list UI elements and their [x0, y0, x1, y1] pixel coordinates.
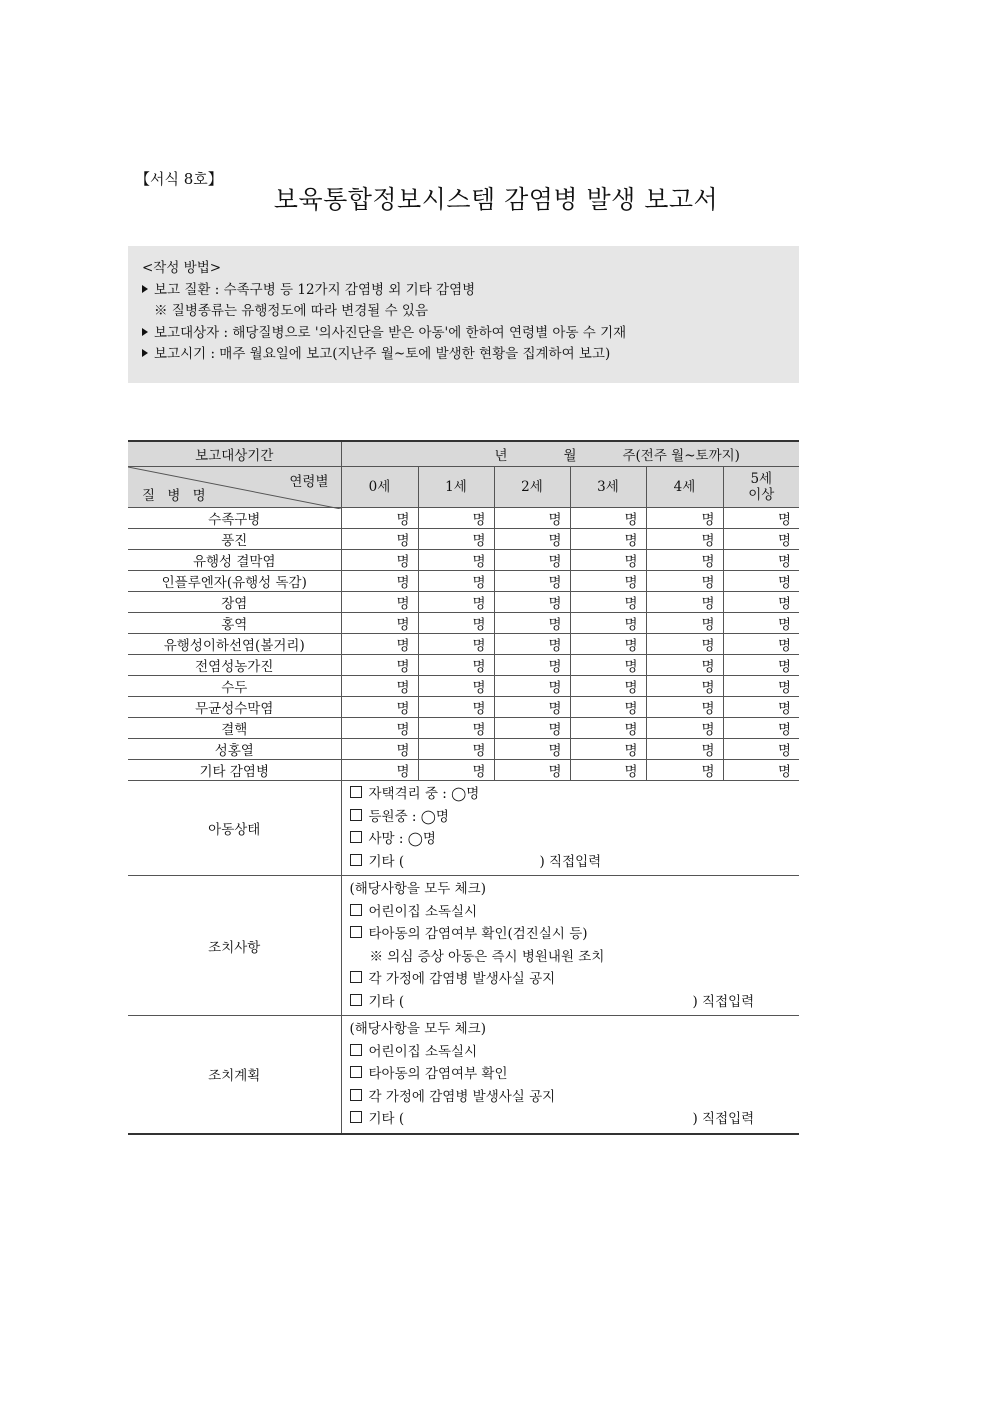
count-cell[interactable]: 명: [494, 655, 570, 676]
count-cell[interactable]: 명: [723, 760, 799, 781]
count-cell[interactable]: 명: [494, 634, 570, 655]
age-5plus-header: [723, 467, 799, 508]
count-cell[interactable]: 명: [646, 697, 723, 718]
count-cell[interactable]: 명: [570, 592, 646, 613]
count-cell[interactable]: 명: [570, 571, 646, 592]
checkbox[interactable]: [350, 831, 362, 843]
count-cell[interactable]: 명: [494, 550, 570, 571]
count-cell[interactable]: 명: [570, 718, 646, 739]
count-cell[interactable]: 명: [494, 571, 570, 592]
age-5plus-line2: 이상: [748, 487, 775, 503]
checkbox[interactable]: [350, 1066, 362, 1078]
child-status-options: [341, 781, 799, 876]
count-cell[interactable]: 명: [646, 592, 723, 613]
count-cell[interactable]: 명: [341, 676, 418, 697]
form-number: 【서식 8호】: [135, 170, 223, 188]
checkbox-option-other[interactable]: [350, 851, 792, 874]
table-row: [128, 550, 799, 571]
checkbox[interactable]: [350, 1111, 362, 1123]
checkbox-option[interactable]: [350, 923, 792, 946]
disease-name: 유행성 결막염: [128, 550, 341, 571]
checkbox-option-other[interactable]: [350, 1108, 792, 1131]
count-cell[interactable]: 명: [418, 739, 494, 760]
count-cell[interactable]: 명: [570, 760, 646, 781]
instruction-text: 보고시기 : 매주 월요일에 보고(지난주 월~토에 발생한 현황을 집계하여 보고): [154, 346, 611, 362]
count-cell[interactable]: 명: [418, 529, 494, 550]
option-label: 기타 (: [368, 853, 405, 870]
instruction-text: (해당사항을 모두 체크): [349, 881, 486, 897]
count-cell[interactable]: 명: [723, 697, 799, 718]
age-3-header: 3세: [570, 467, 646, 508]
count-cell[interactable]: 명: [418, 592, 494, 613]
count-cell[interactable]: 명: [341, 718, 418, 739]
checkbox[interactable]: [350, 1089, 362, 1101]
count-cell[interactable]: 명: [418, 634, 494, 655]
count-cell[interactable]: 명: [570, 613, 646, 634]
count-cell[interactable]: 명: [570, 739, 646, 760]
count-cell[interactable]: 명: [570, 529, 646, 550]
option-label: 사망 : ◯명: [368, 831, 436, 847]
count-cell[interactable]: 명: [494, 697, 570, 718]
instruction-line: [142, 344, 785, 366]
count-cell[interactable]: 명: [646, 739, 723, 760]
age-header: 연령별: [289, 474, 329, 490]
instructions-heading: <작성 방법>: [142, 260, 222, 276]
disease-name: 홍역: [128, 613, 341, 634]
checkbox[interactable]: [350, 926, 362, 938]
count-cell[interactable]: 명: [646, 550, 723, 571]
count-cell[interactable]: 명: [341, 550, 418, 571]
option-label: 기타 (: [368, 993, 405, 1010]
count-cell[interactable]: 명: [723, 529, 799, 550]
triangle-bullet-icon: [142, 285, 148, 293]
count-cell[interactable]: 명: [570, 655, 646, 676]
disease-name: 성홍열: [128, 739, 341, 760]
checkbox[interactable]: [350, 971, 362, 983]
count-cell[interactable]: 명: [341, 697, 418, 718]
option-label: 각 가정에 감염병 발생사실 공지: [368, 971, 556, 987]
checkbox-option[interactable]: [350, 806, 792, 829]
count-cell[interactable]: 명: [723, 550, 799, 571]
count-cell[interactable]: 명: [570, 697, 646, 718]
checkbox[interactable]: [350, 854, 362, 866]
count-cell[interactable]: 명: [341, 760, 418, 781]
disease-name: 장염: [128, 592, 341, 613]
count-cell[interactable]: 명: [341, 655, 418, 676]
table-row: [128, 508, 799, 529]
count-cell[interactable]: 명: [418, 571, 494, 592]
age-2-header: 2세: [494, 467, 570, 508]
count-cell[interactable]: 명: [494, 508, 570, 529]
count-cell[interactable]: 명: [723, 571, 799, 592]
period-input[interactable]: [341, 441, 799, 467]
count-cell[interactable]: 명: [646, 634, 723, 655]
instruction-text: 보고대상자 : 해당질병으로 '의사진단을 받은 아동'에 한하여 연령별 아동 수 기재: [154, 324, 627, 341]
age-0-header: 0세: [341, 467, 418, 508]
count-cell[interactable]: 명: [494, 760, 570, 781]
table-row: [128, 634, 799, 655]
table-row: [128, 613, 799, 634]
checkbox[interactable]: [350, 809, 362, 821]
report-table: [128, 440, 799, 1135]
checkbox[interactable]: [350, 904, 362, 916]
disease-name: 유행성이하선염(볼거리): [128, 634, 341, 655]
disease-name: 수두: [128, 676, 341, 697]
checkbox-option[interactable]: [350, 1041, 792, 1064]
age-4-header: 4세: [646, 467, 723, 508]
age-1-header: 1세: [418, 467, 494, 508]
checkbox-option[interactable]: [350, 968, 792, 991]
direct-input-label: ) 직접입력: [539, 853, 602, 870]
count-cell[interactable]: 명: [646, 760, 723, 781]
count-cell[interactable]: 명: [723, 613, 799, 634]
table-row: [128, 697, 799, 718]
period-label: 보고대상기간: [128, 441, 341, 467]
count-cell[interactable]: 명: [646, 529, 723, 550]
direct-input-label: ) 직접입력: [692, 993, 755, 1010]
count-cell[interactable]: 명: [646, 508, 723, 529]
count-cell[interactable]: 명: [418, 550, 494, 571]
count-cell[interactable]: 명: [341, 613, 418, 634]
count-cell[interactable]: 명: [723, 718, 799, 739]
disease-name: 결핵: [128, 718, 341, 739]
count-cell[interactable]: 명: [646, 571, 723, 592]
checkbox-option[interactable]: [350, 1063, 792, 1086]
table-row: [128, 718, 799, 739]
disease-name: 수족구병: [128, 508, 341, 529]
count-cell[interactable]: 명: [341, 739, 418, 760]
age-5plus-line1: 5세: [750, 471, 773, 487]
option-label: 기타 (: [368, 1111, 405, 1127]
count-cell[interactable]: 명: [494, 676, 570, 697]
count-cell[interactable]: 명: [418, 760, 494, 781]
option-label: 자택격리 중 : ◯명: [368, 786, 480, 802]
count-cell[interactable]: 명: [418, 613, 494, 634]
checkbox[interactable]: [350, 1044, 362, 1056]
action-note: ※ 의심 증상 아동은 즉시 병원내원 조치: [369, 948, 605, 965]
period-month: 월: [563, 448, 577, 464]
actions-options: [341, 876, 799, 1016]
option-label: 등원중 : ◯명: [368, 808, 449, 825]
table-row: [128, 760, 799, 781]
count-cell[interactable]: 명: [341, 571, 418, 592]
count-cell[interactable]: 명: [418, 655, 494, 676]
instruction-line: [142, 280, 785, 302]
count-cell[interactable]: 명: [646, 613, 723, 634]
disease-name: 전염성농가진: [128, 655, 341, 676]
checkbox-option[interactable]: [350, 783, 792, 806]
count-cell[interactable]: 명: [418, 508, 494, 529]
table-row: [128, 676, 799, 697]
table-row: [128, 592, 799, 613]
count-cell[interactable]: 명: [570, 634, 646, 655]
count-cell[interactable]: 명: [494, 592, 570, 613]
count-cell[interactable]: 명: [494, 613, 570, 634]
page-title: 보육통합정보시스템 감염병 발생 보고서: [273, 185, 719, 214]
disease-name: 풍진: [128, 529, 341, 550]
table-row: [128, 529, 799, 550]
triangle-bullet-icon: [142, 349, 148, 357]
count-cell[interactable]: 명: [723, 634, 799, 655]
count-cell[interactable]: 명: [341, 592, 418, 613]
count-cell[interactable]: 명: [494, 529, 570, 550]
instruction-text: 보고 질환 : 수족구병 등 12가지 감염병 외 기타 감염병: [154, 281, 476, 298]
count-cell[interactable]: 명: [341, 508, 418, 529]
instruction-line: [142, 323, 785, 345]
checkbox-option[interactable]: [350, 828, 792, 851]
table-row: [128, 655, 799, 676]
checkbox-option[interactable]: [350, 1086, 792, 1109]
disease-name: 무균성수막염: [128, 697, 341, 718]
option-label: 어린이집 소독실시: [368, 1043, 478, 1060]
count-cell[interactable]: 명: [723, 655, 799, 676]
option-label: 어린이집 소독실시: [368, 903, 478, 920]
period-year: 년: [494, 448, 508, 464]
count-cell[interactable]: 명: [418, 676, 494, 697]
child-status-label: 아동상태: [128, 781, 341, 876]
instructions-box: [128, 246, 799, 383]
count-cell[interactable]: 명: [723, 739, 799, 760]
plans-label: 조치계획: [128, 1016, 341, 1134]
period-week: 주(전주 월~토까지): [622, 448, 740, 464]
count-cell[interactable]: 명: [341, 529, 418, 550]
option-label: 각 가정에 감염병 발생사실 공지: [368, 1088, 556, 1105]
count-cell[interactable]: 명: [494, 718, 570, 739]
option-label: 타아동의 감염여부 확인: [368, 1066, 508, 1082]
disease-name: 인플루엔자(유행성 독감): [128, 571, 341, 592]
table-row: [128, 739, 799, 760]
count-cell[interactable]: 명: [570, 508, 646, 529]
triangle-bullet-icon: [142, 328, 148, 336]
option-label: 타아동의 감염여부 확인(검진실시 등): [368, 926, 588, 942]
checkbox[interactable]: [350, 994, 362, 1006]
plans-options: [341, 1016, 799, 1134]
count-cell[interactable]: 명: [646, 718, 723, 739]
count-cell[interactable]: 명: [723, 592, 799, 613]
count-cell[interactable]: 명: [570, 676, 646, 697]
table-row: [128, 571, 799, 592]
count-cell[interactable]: 명: [341, 634, 418, 655]
direct-input-label: ) 직접입력: [692, 1111, 755, 1127]
count-cell[interactable]: 명: [646, 676, 723, 697]
checkbox[interactable]: [350, 786, 362, 798]
instruction-text: (해당사항을 모두 체크): [349, 1021, 486, 1037]
count-cell[interactable]: 명: [723, 676, 799, 697]
count-cell[interactable]: 명: [570, 550, 646, 571]
count-cell[interactable]: 명: [418, 718, 494, 739]
disease-name: 기타 감염병: [128, 760, 341, 781]
count-cell[interactable]: 명: [494, 739, 570, 760]
count-cell[interactable]: 명: [723, 508, 799, 529]
disease-header: 질 병 명: [142, 488, 210, 504]
checkbox-option[interactable]: [350, 901, 792, 924]
instruction-note: ※ 질병종류는 유행정도에 따라 변경될 수 있음: [154, 303, 428, 319]
checkbox-option-other[interactable]: [350, 991, 792, 1014]
count-cell[interactable]: 명: [646, 655, 723, 676]
diagonal-header: [128, 467, 341, 508]
count-cell[interactable]: 명: [418, 697, 494, 718]
actions-label: 조치사항: [128, 876, 341, 1016]
